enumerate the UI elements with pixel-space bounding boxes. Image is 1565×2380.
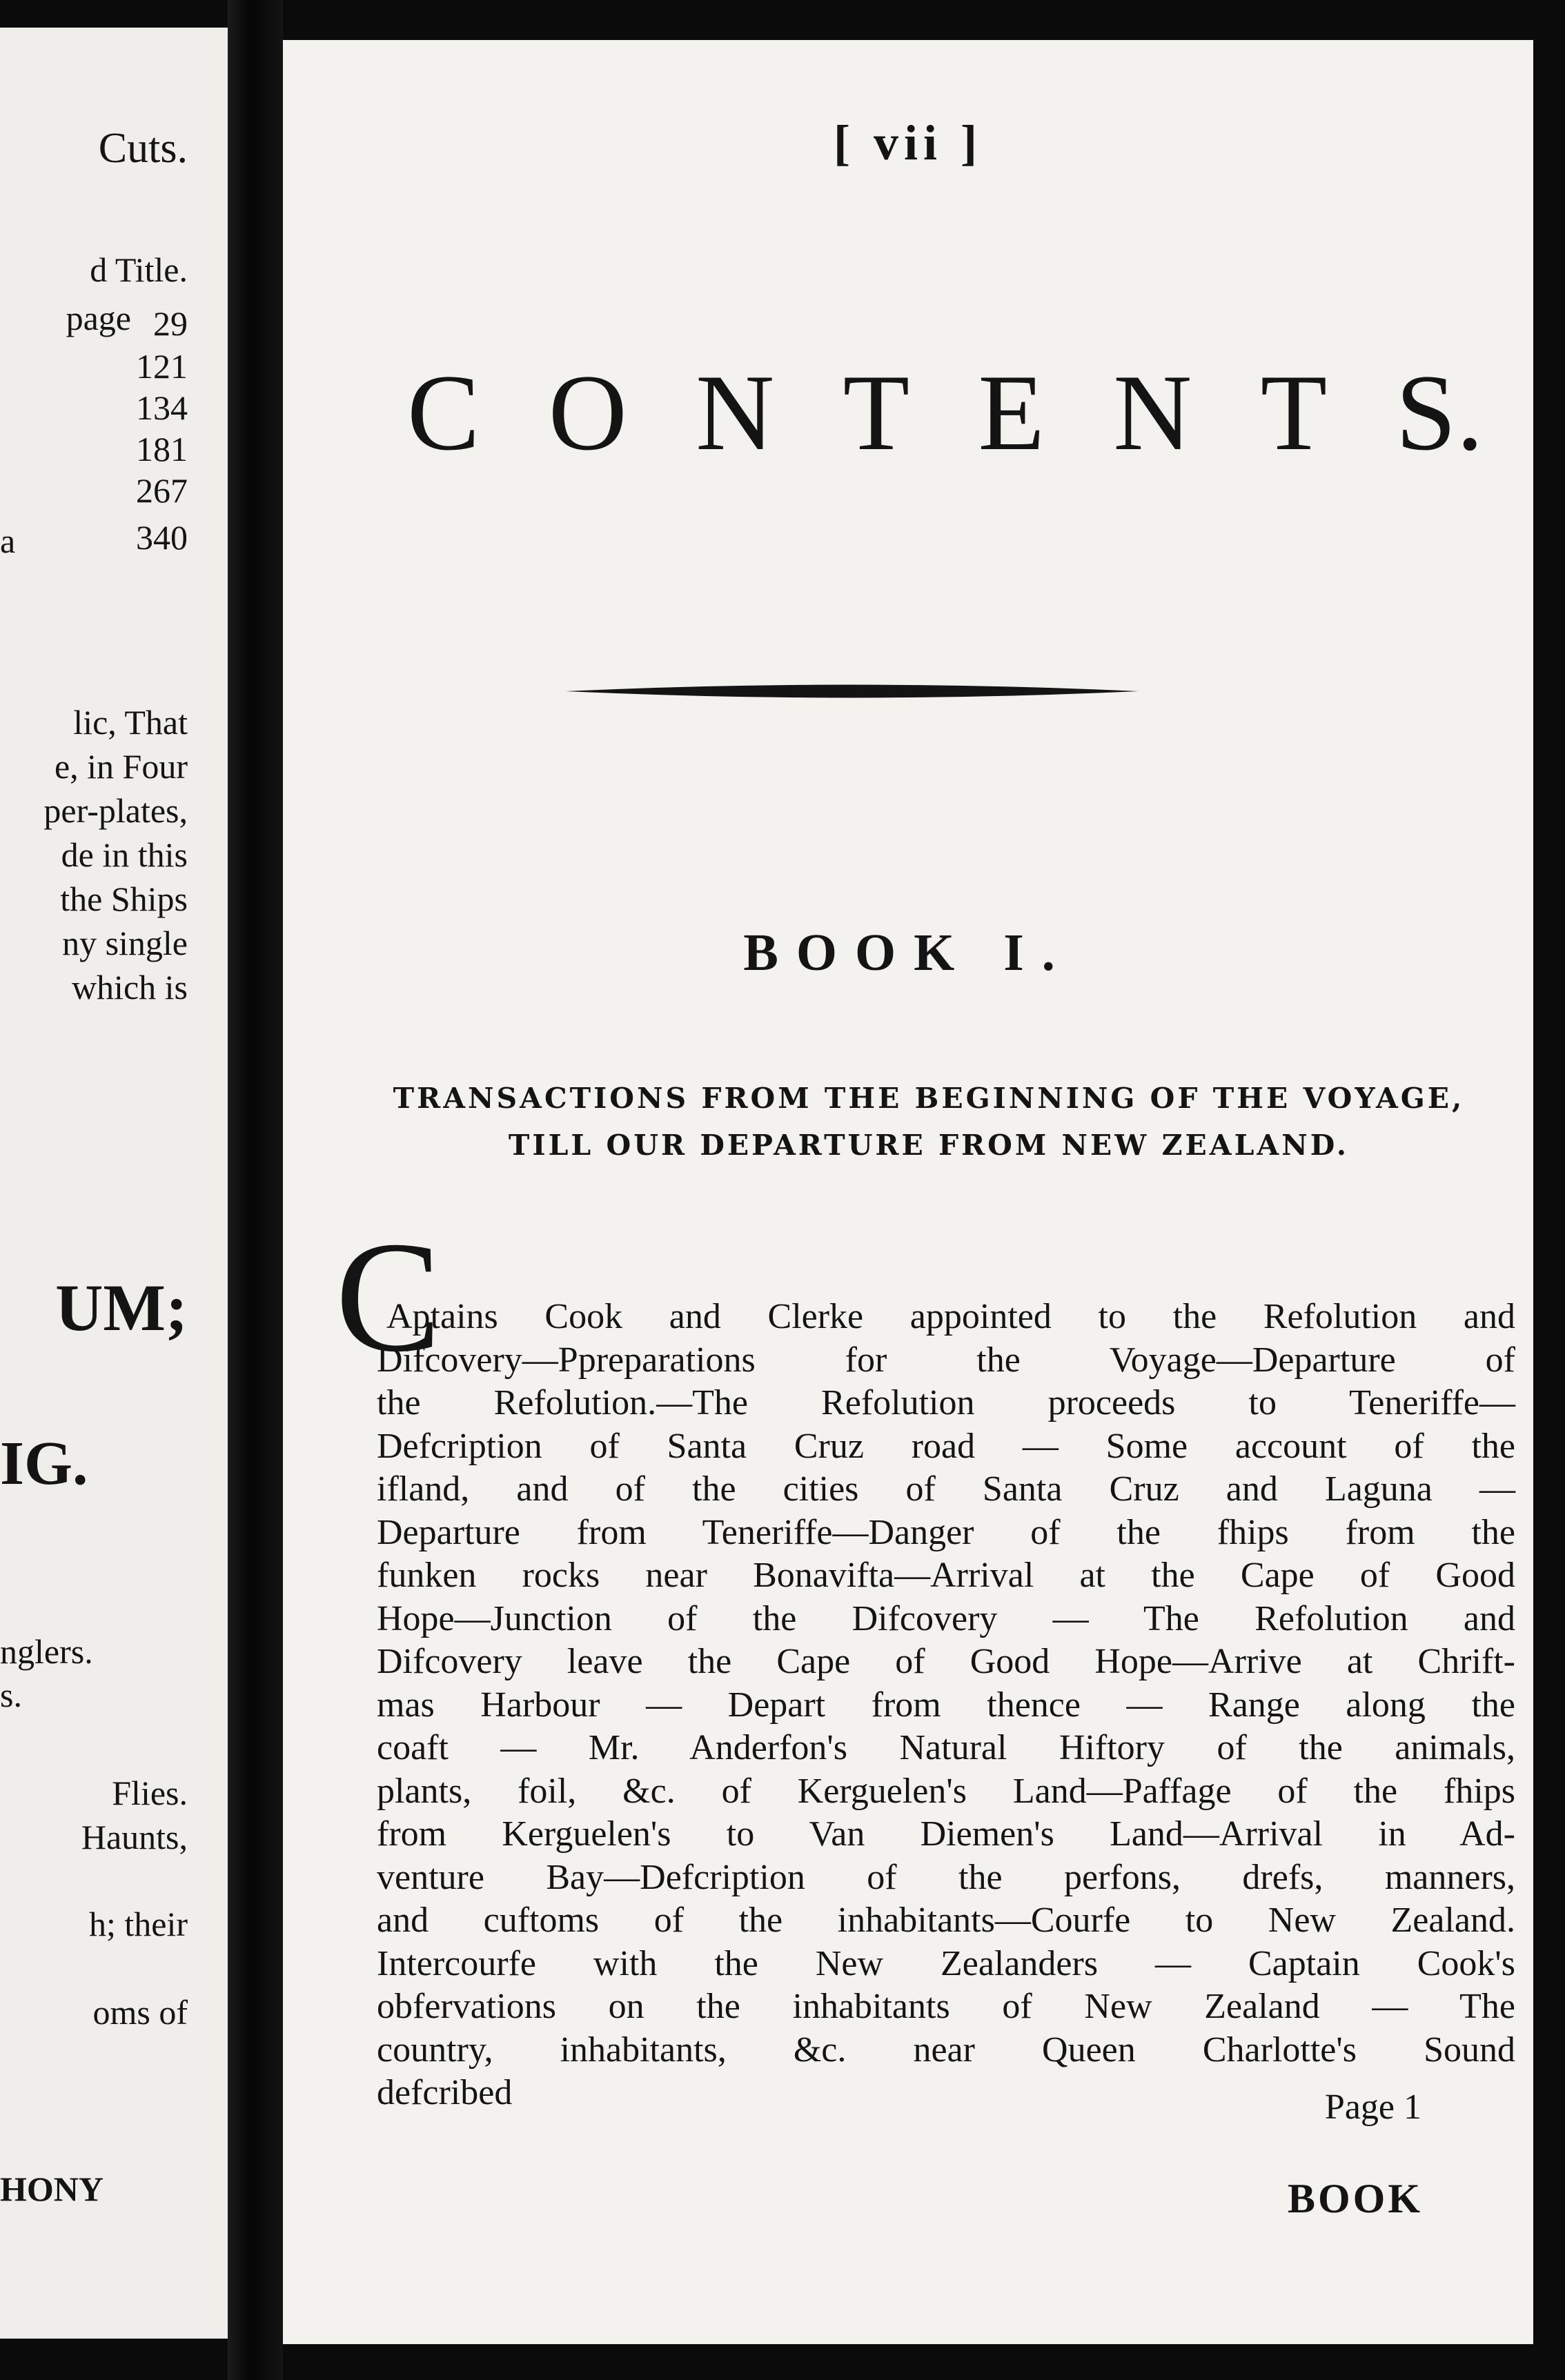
- left-text: which is: [71, 968, 188, 1006]
- catchword: BOOK: [1287, 2176, 1423, 2221]
- page-reference: Page 1: [1324, 2088, 1421, 2127]
- left-text: e, in Four: [54, 747, 188, 786]
- book-gutter: [228, 0, 283, 2380]
- summary-line: Hope—Junction of the Difcovery — The Refolution and: [377, 1598, 1515, 1638]
- summary-line: Defcription of Santa Cruz road — Some account of the: [377, 1426, 1515, 1466]
- left-text: s.: [0, 1676, 22, 1714]
- left-text: 121: [136, 347, 188, 386]
- title-letter: S.: [1395, 353, 1484, 473]
- left-text: per-plates,: [43, 791, 188, 830]
- summary-line: venture Bay—Defcription of the perfons, drefs, manners,: [377, 1857, 1515, 1897]
- summary-line: Departure from Teneriffe—Danger of the fhips from the: [377, 1512, 1515, 1552]
- left-text: d Title.: [90, 250, 188, 289]
- left-text: IG.: [0, 1429, 88, 1498]
- contents-title: [407, 350, 1484, 476]
- left-text: the Ships: [60, 880, 188, 918]
- title-letter: C: [407, 353, 480, 473]
- summary-line: Intercourfe with the New Zealanders — Captain Cook's: [377, 1943, 1515, 1983]
- left-text: de in this: [61, 835, 188, 874]
- left-text: Haunts,: [81, 1818, 188, 1856]
- title-letter: N: [696, 353, 775, 473]
- left-text: HONY: [0, 2170, 104, 2208]
- book-subtitle-line: TILL OUR DEPARTURE FROM NEW ZEALAND.: [508, 1129, 1350, 1162]
- book-heading: BOOK I.: [743, 924, 1073, 982]
- left-page-fragment: [0, 28, 228, 2339]
- summary-line: plants, foil, &c. of Kerguelen's Land—Paffage of the fhips: [377, 1771, 1515, 1811]
- summary-line: defcribed: [377, 2073, 513, 2112]
- left-text: h; their: [88, 1905, 188, 1943]
- summary-line: Difcovery—Ppreparations for the Voyage—Departure of: [377, 1340, 1515, 1380]
- drop-cap: C: [335, 1209, 442, 1385]
- decorative-rule: [566, 682, 1139, 700]
- left-text: nglers.: [0, 1632, 93, 1671]
- left-text: 181: [136, 430, 188, 468]
- left-text: ny single: [62, 924, 188, 962]
- contents-page: [283, 40, 1533, 2344]
- title-letter: E: [978, 353, 1045, 473]
- summary-line: funken rocks near Bonavifta—Arrival at the Cape of Good: [377, 1556, 1515, 1595]
- left-text: 267: [136, 471, 188, 510]
- summary-line: from Kerguelen's to Van Diemen's Land—Arrival in Ad-: [377, 1814, 1515, 1854]
- summary-line: obfervations on the inhabitants of New Zealand — The: [377, 1987, 1515, 2026]
- left-text: UM;: [55, 1271, 188, 1345]
- chapter-summary: [377, 1296, 1515, 2115]
- left-text: lic, That: [73, 703, 188, 742]
- summary-line: and cuftoms of the inhabitants—Courfe to New Zealand.: [377, 1901, 1515, 1940]
- summary-line: mas Harbour — Depart from thence — Range along the: [377, 1685, 1515, 1725]
- title-letter: N: [1113, 353, 1192, 473]
- summary-line: coaft — Mr. Anderfon's Natural Hiftory of the animals,: [377, 1728, 1515, 1767]
- page-number-header: [ vii ]: [834, 115, 983, 170]
- book-subtitle-line: TRANSACTIONS FROM THE BEGINNING OF THE VOYAGE,: [393, 1082, 1465, 1115]
- left-text: oms of: [92, 1993, 188, 2032]
- title-letter: O: [548, 353, 627, 473]
- title-letter: T: [1260, 353, 1328, 473]
- summary-line: Aptains Cook and Clerke appointed to the Refolution and: [386, 1297, 1515, 1336]
- left-text: 340: [136, 518, 188, 557]
- summary-line: country, inhabitants, &c. near Queen Charlotte's Sound: [377, 2030, 1515, 2070]
- left-text: page: [66, 299, 131, 337]
- summary-line: ifland, and of the cities of Santa Cruz and Laguna —: [377, 1469, 1515, 1509]
- left-text: Flies.: [112, 1774, 188, 1812]
- left-text: 134: [136, 388, 188, 427]
- summary-line: the Refolution.—The Refolution proceeds to Teneriffe—: [377, 1383, 1515, 1422]
- title-letter: T: [843, 353, 910, 473]
- summary-line: Difcovery leave the Cape of Good Hope—Arrive at Chrift-: [377, 1642, 1515, 1681]
- left-text: Cuts.: [98, 125, 188, 172]
- left-text: 29: [153, 304, 188, 343]
- left-text: a: [0, 522, 16, 560]
